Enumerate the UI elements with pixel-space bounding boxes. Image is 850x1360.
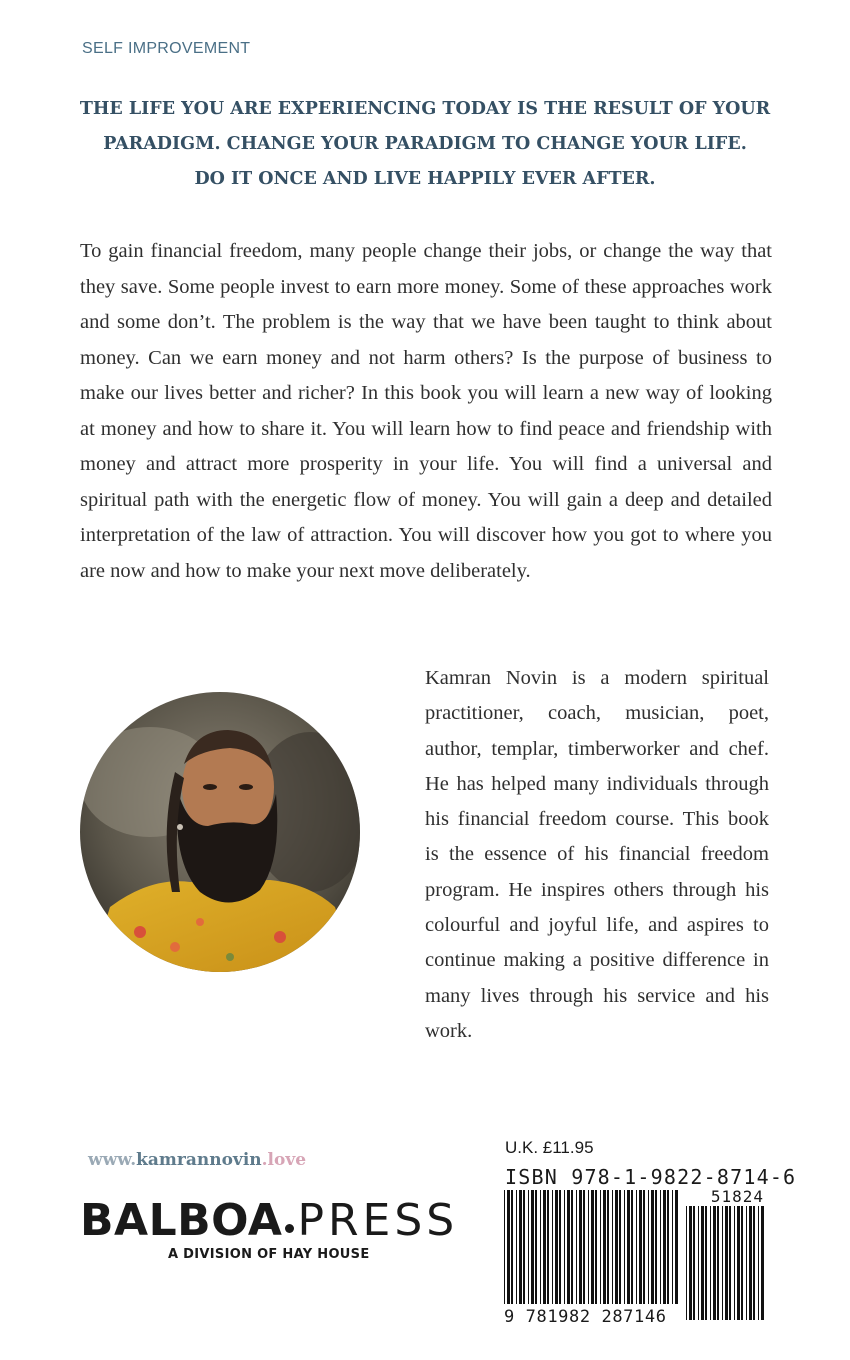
barcode-bar — [693, 1206, 695, 1320]
barcode-bar — [753, 1206, 755, 1320]
barcode-bar — [701, 1206, 704, 1320]
barcode-bar — [619, 1190, 621, 1320]
barcode-bar — [725, 1206, 728, 1320]
website-name: kamrannovin — [136, 1150, 262, 1170]
isbn-label: ISBN 978-1-9822-8714-6 — [505, 1165, 797, 1189]
barcode-bar — [675, 1190, 678, 1320]
barcode-bar — [722, 1206, 723, 1320]
barcode-bar — [591, 1190, 594, 1320]
website-prefix: www. — [88, 1150, 137, 1170]
barcode-bar — [567, 1190, 570, 1320]
barcode-bar — [734, 1206, 735, 1320]
barcode-bar — [698, 1206, 699, 1320]
barcode-bar — [603, 1190, 606, 1320]
barcode-bar — [615, 1190, 618, 1320]
barcode-bar — [737, 1206, 740, 1320]
barcode-bar — [588, 1190, 589, 1320]
barcode-bar — [547, 1190, 549, 1320]
author-website[interactable] — [88, 1150, 306, 1170]
barcode-bar — [523, 1190, 525, 1320]
barcode-bar — [643, 1190, 645, 1320]
barcode-addon-digits: 51824 — [710, 1190, 764, 1206]
headline-line: THE LIFE YOU ARE EXPERIENCING TODAY IS THE RESULT OF YOUR — [79, 99, 771, 119]
barcode-bar — [660, 1190, 661, 1320]
barcode-bar — [717, 1206, 719, 1320]
barcode-bar — [531, 1190, 534, 1320]
headline-line: DO IT ONCE AND LIVE HAPPILY EVER AFTER. — [194, 169, 656, 189]
barcode-bar — [519, 1190, 522, 1320]
barcode-bar — [516, 1190, 517, 1320]
author-portrait-illustration — [80, 692, 360, 972]
barcode-bar — [624, 1190, 625, 1320]
barcode-bar — [612, 1190, 613, 1320]
book-description: To gain financial freedom, many people change their jobs, or change the way that they save. Some people invest to earn more money. Some of these approaches work and some don’t. The problem is the way that we have been taught to think about money. Can we earn money and not harm others? Is the purpose of business to make our lives better and richer? In this book you will learn a new way of looking at money and how to share it. You will learn how to find peace and friendship with money and attract more prosperity in your life. You will find a universal and spiritual path with the energetic flow of money. You will gain a deep and detailed interpretation of the law of attraction. You will discover how you got to where you are now and how to make your next move deliberately. — [80, 240, 772, 582]
barcode-bar — [543, 1190, 546, 1320]
headline — [60, 92, 790, 197]
barcode-main-digits: 9 781982 287146 — [504, 1307, 667, 1325]
barcode-bar — [528, 1190, 529, 1320]
barcode-bar — [627, 1190, 630, 1320]
barcode-bar — [672, 1190, 673, 1320]
website-suffix: .love — [261, 1150, 307, 1170]
barcode-bar — [600, 1190, 601, 1320]
barcode-bar — [576, 1190, 577, 1320]
publisher-name-bold: BALBOA — [80, 1195, 283, 1246]
barcode-bar — [746, 1206, 747, 1320]
barcode-bar — [507, 1190, 510, 1320]
barcode-bar — [552, 1190, 553, 1320]
barcode-bar — [686, 1206, 687, 1320]
barcode-bar — [651, 1190, 654, 1320]
barcode-bar — [540, 1190, 541, 1320]
barcode-bar — [559, 1190, 561, 1320]
barcode-bar — [710, 1206, 711, 1320]
barcode-bar — [631, 1190, 633, 1320]
barcode-bar — [663, 1190, 666, 1320]
barcode-bar — [555, 1190, 558, 1320]
barcode-bar — [741, 1206, 743, 1320]
barcode-bar — [758, 1206, 759, 1320]
barcode-bar — [583, 1190, 585, 1320]
barcode-bar — [761, 1206, 764, 1320]
barcode-bar — [667, 1190, 669, 1320]
barcode-bar — [713, 1206, 716, 1320]
barcode-bar — [636, 1190, 637, 1320]
barcode-bar — [595, 1190, 597, 1320]
headline-line: PARADIGM. CHANGE YOUR PARADIGM TO CHANGE YOUR LIFE. — [103, 134, 747, 154]
author-bio: Kamran Novin is a modern spiritual practitioner, coach, musician, poet, author, templar, timberworker and chef. He has helped many individuals through his financial freedom course. This book is the essence of his financial freedom program. He inspires others through his colourful and joyful life, and aspires to continue making a positive difference in many lives through his service and his work. — [425, 667, 769, 1042]
author-photo — [80, 692, 360, 972]
barcode-bar — [705, 1206, 707, 1320]
publisher-logo — [80, 1196, 458, 1246]
barcode-bar — [504, 1190, 505, 1320]
price-label: U.K. £11.95 — [505, 1138, 594, 1157]
barcode-bar — [689, 1206, 692, 1320]
barcode-bar — [564, 1190, 565, 1320]
barcode-bar — [511, 1190, 513, 1320]
barcode-bar — [639, 1190, 642, 1320]
publisher-dot-icon — [285, 1224, 294, 1233]
barcode-bar — [571, 1190, 573, 1320]
barcode-bar — [655, 1190, 657, 1320]
barcode-bar — [535, 1190, 537, 1320]
barcode-bar — [579, 1190, 582, 1320]
barcode-bar — [607, 1190, 609, 1320]
barcode-bar — [648, 1190, 649, 1320]
barcode-bar — [729, 1206, 731, 1320]
barcode — [502, 1190, 767, 1325]
publisher-division: A DIVISION OF HAY HOUSE — [168, 1247, 370, 1262]
category-label: SELF IMPROVEMENT — [82, 40, 251, 57]
barcode-bar — [749, 1206, 752, 1320]
publisher-name-light: PRESS — [297, 1195, 459, 1246]
